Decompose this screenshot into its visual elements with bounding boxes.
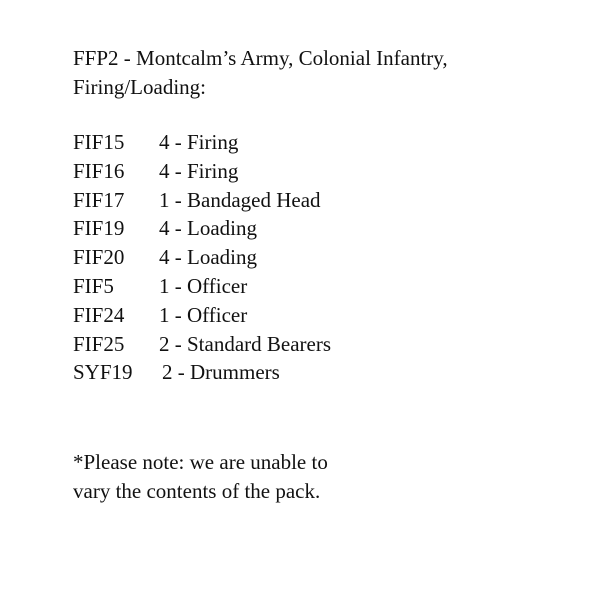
list-item [73,157,331,186]
item-description: 1 - Officer [159,273,248,298]
item-description: 1 - Officer [159,302,248,327]
pack-title-line-2: Firing/Loading: [73,75,206,99]
list-item [73,243,331,272]
item-code: FIF15 [73,130,125,154]
item-code: FIF24 [73,302,125,327]
item-code: SYF19 [73,360,133,385]
pack-title [73,44,573,102]
pack-title-line-1: FFP2 - Montcalm’s Army, Colonial Infantry, [73,46,448,70]
list-item [73,272,331,301]
item-description: 4 - Firing [159,130,239,154]
list-item [73,186,331,215]
item-code: FIF5 [73,273,114,298]
item-description: 2 - Drummers [162,360,280,385]
item-code: FIF25 [73,331,125,356]
item-description: 4 - Loading [159,245,257,270]
list-item [73,214,331,243]
item-code: FIF17 [73,187,125,212]
item-description: 2 - Standard Bearers [159,331,332,356]
item-description: 4 - Loading [159,216,257,241]
pack-note [73,448,328,506]
item-code: FIF19 [73,216,125,241]
list-item [73,330,331,359]
pack-note-line-2: vary the contents of the pack. [73,479,321,503]
item-description: 4 - Firing [159,158,239,183]
item-description: 1 - Bandaged Head [159,187,321,212]
item-code: FIF20 [73,245,125,270]
list-item [73,128,331,157]
list-item [73,358,331,387]
item-code: FIF16 [73,158,125,183]
list-item [73,301,331,330]
pack-note-line-1: *Please note: we are unable to [73,450,328,474]
pack-contents-list [73,128,331,387]
